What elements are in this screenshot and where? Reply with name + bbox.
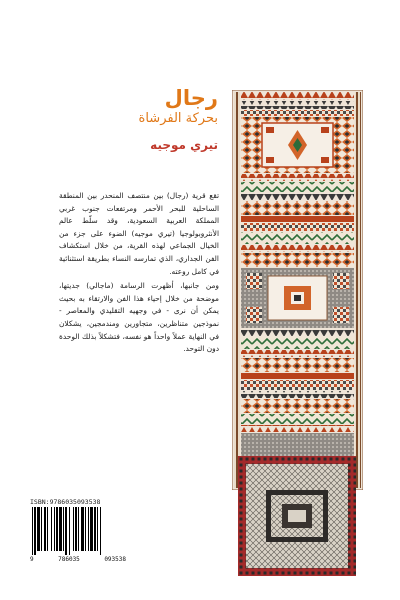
barcode-bar bbox=[47, 507, 48, 551]
textile-artwork bbox=[232, 90, 363, 490]
book-subtitle: بحركة الفرشاة bbox=[138, 111, 218, 126]
barcode-bar bbox=[90, 507, 93, 551]
isbn-digits bbox=[30, 556, 126, 563]
barcode-bar bbox=[34, 507, 36, 555]
barcode-bar bbox=[65, 507, 67, 555]
barcode-bar bbox=[44, 507, 46, 551]
isbn-digit-prefix: 9 bbox=[30, 556, 34, 563]
barcode-bar bbox=[69, 507, 70, 555]
barcode-bar bbox=[73, 507, 74, 551]
barcode-bar bbox=[41, 507, 42, 551]
barcode bbox=[30, 507, 126, 559]
barcode-bar bbox=[81, 507, 84, 551]
barcode-bar bbox=[54, 507, 55, 551]
barcode-bar bbox=[75, 507, 77, 551]
isbn-digit-group-1: 786035 bbox=[58, 556, 80, 563]
author-name: تيري موجيه bbox=[150, 138, 218, 152]
barcode-bar bbox=[88, 507, 89, 551]
barcode-bar bbox=[97, 507, 98, 551]
barcode-bar bbox=[100, 507, 101, 555]
barcode-bar bbox=[51, 507, 52, 551]
barcode-bar bbox=[32, 507, 33, 555]
blurb-paragraph-1: تقع قرية (رجال) بين منتصف المنحدر بين المنطقة الساحلية للبحر الأحمر ومرتفعات جنوب غربي المملكة العربية السعودية، وقد سلّط عالم الأنثروبولوجيا (تيري موجيه) الضوء على جزء من الخيال الجماعي لهذه القرية، من خلال استكشاف الفن الجداري، الذي تمارسه النساء بطريقة استثنائية في كامل روعته. bbox=[59, 191, 219, 276]
barcode-bar bbox=[56, 507, 58, 551]
barcode-bar bbox=[63, 507, 64, 551]
barcode-bar bbox=[37, 507, 40, 551]
barcode-bar bbox=[85, 507, 86, 551]
blurb-text bbox=[59, 190, 219, 358]
rug-artwork bbox=[238, 456, 356, 576]
barcode-bar bbox=[59, 507, 62, 551]
title-block bbox=[48, 86, 218, 152]
barcode-bar bbox=[78, 507, 79, 551]
book-title: رجال bbox=[164, 86, 218, 110]
blurb-paragraph-2: ومن جانبها، أظهرت الرسامة (ماجالي) جديتها، موضحة من خلال إحياء هذا الفن والارتقاء به بحيث يمكن أن نرى - في وجهيه التقليدي والمعاصر - نموذجين متناظرين، متجاورين ومندمجين، يشكلان في النهاية عملاً واحداً هو نفسه، فتشكلاً بذلك الوحدة دون التوحد. bbox=[59, 281, 219, 354]
barcode-bar bbox=[94, 507, 96, 551]
isbn-digit-group-2: 093538 bbox=[104, 556, 126, 563]
isbn-label: ISBN:9786035093538 bbox=[30, 498, 101, 506]
